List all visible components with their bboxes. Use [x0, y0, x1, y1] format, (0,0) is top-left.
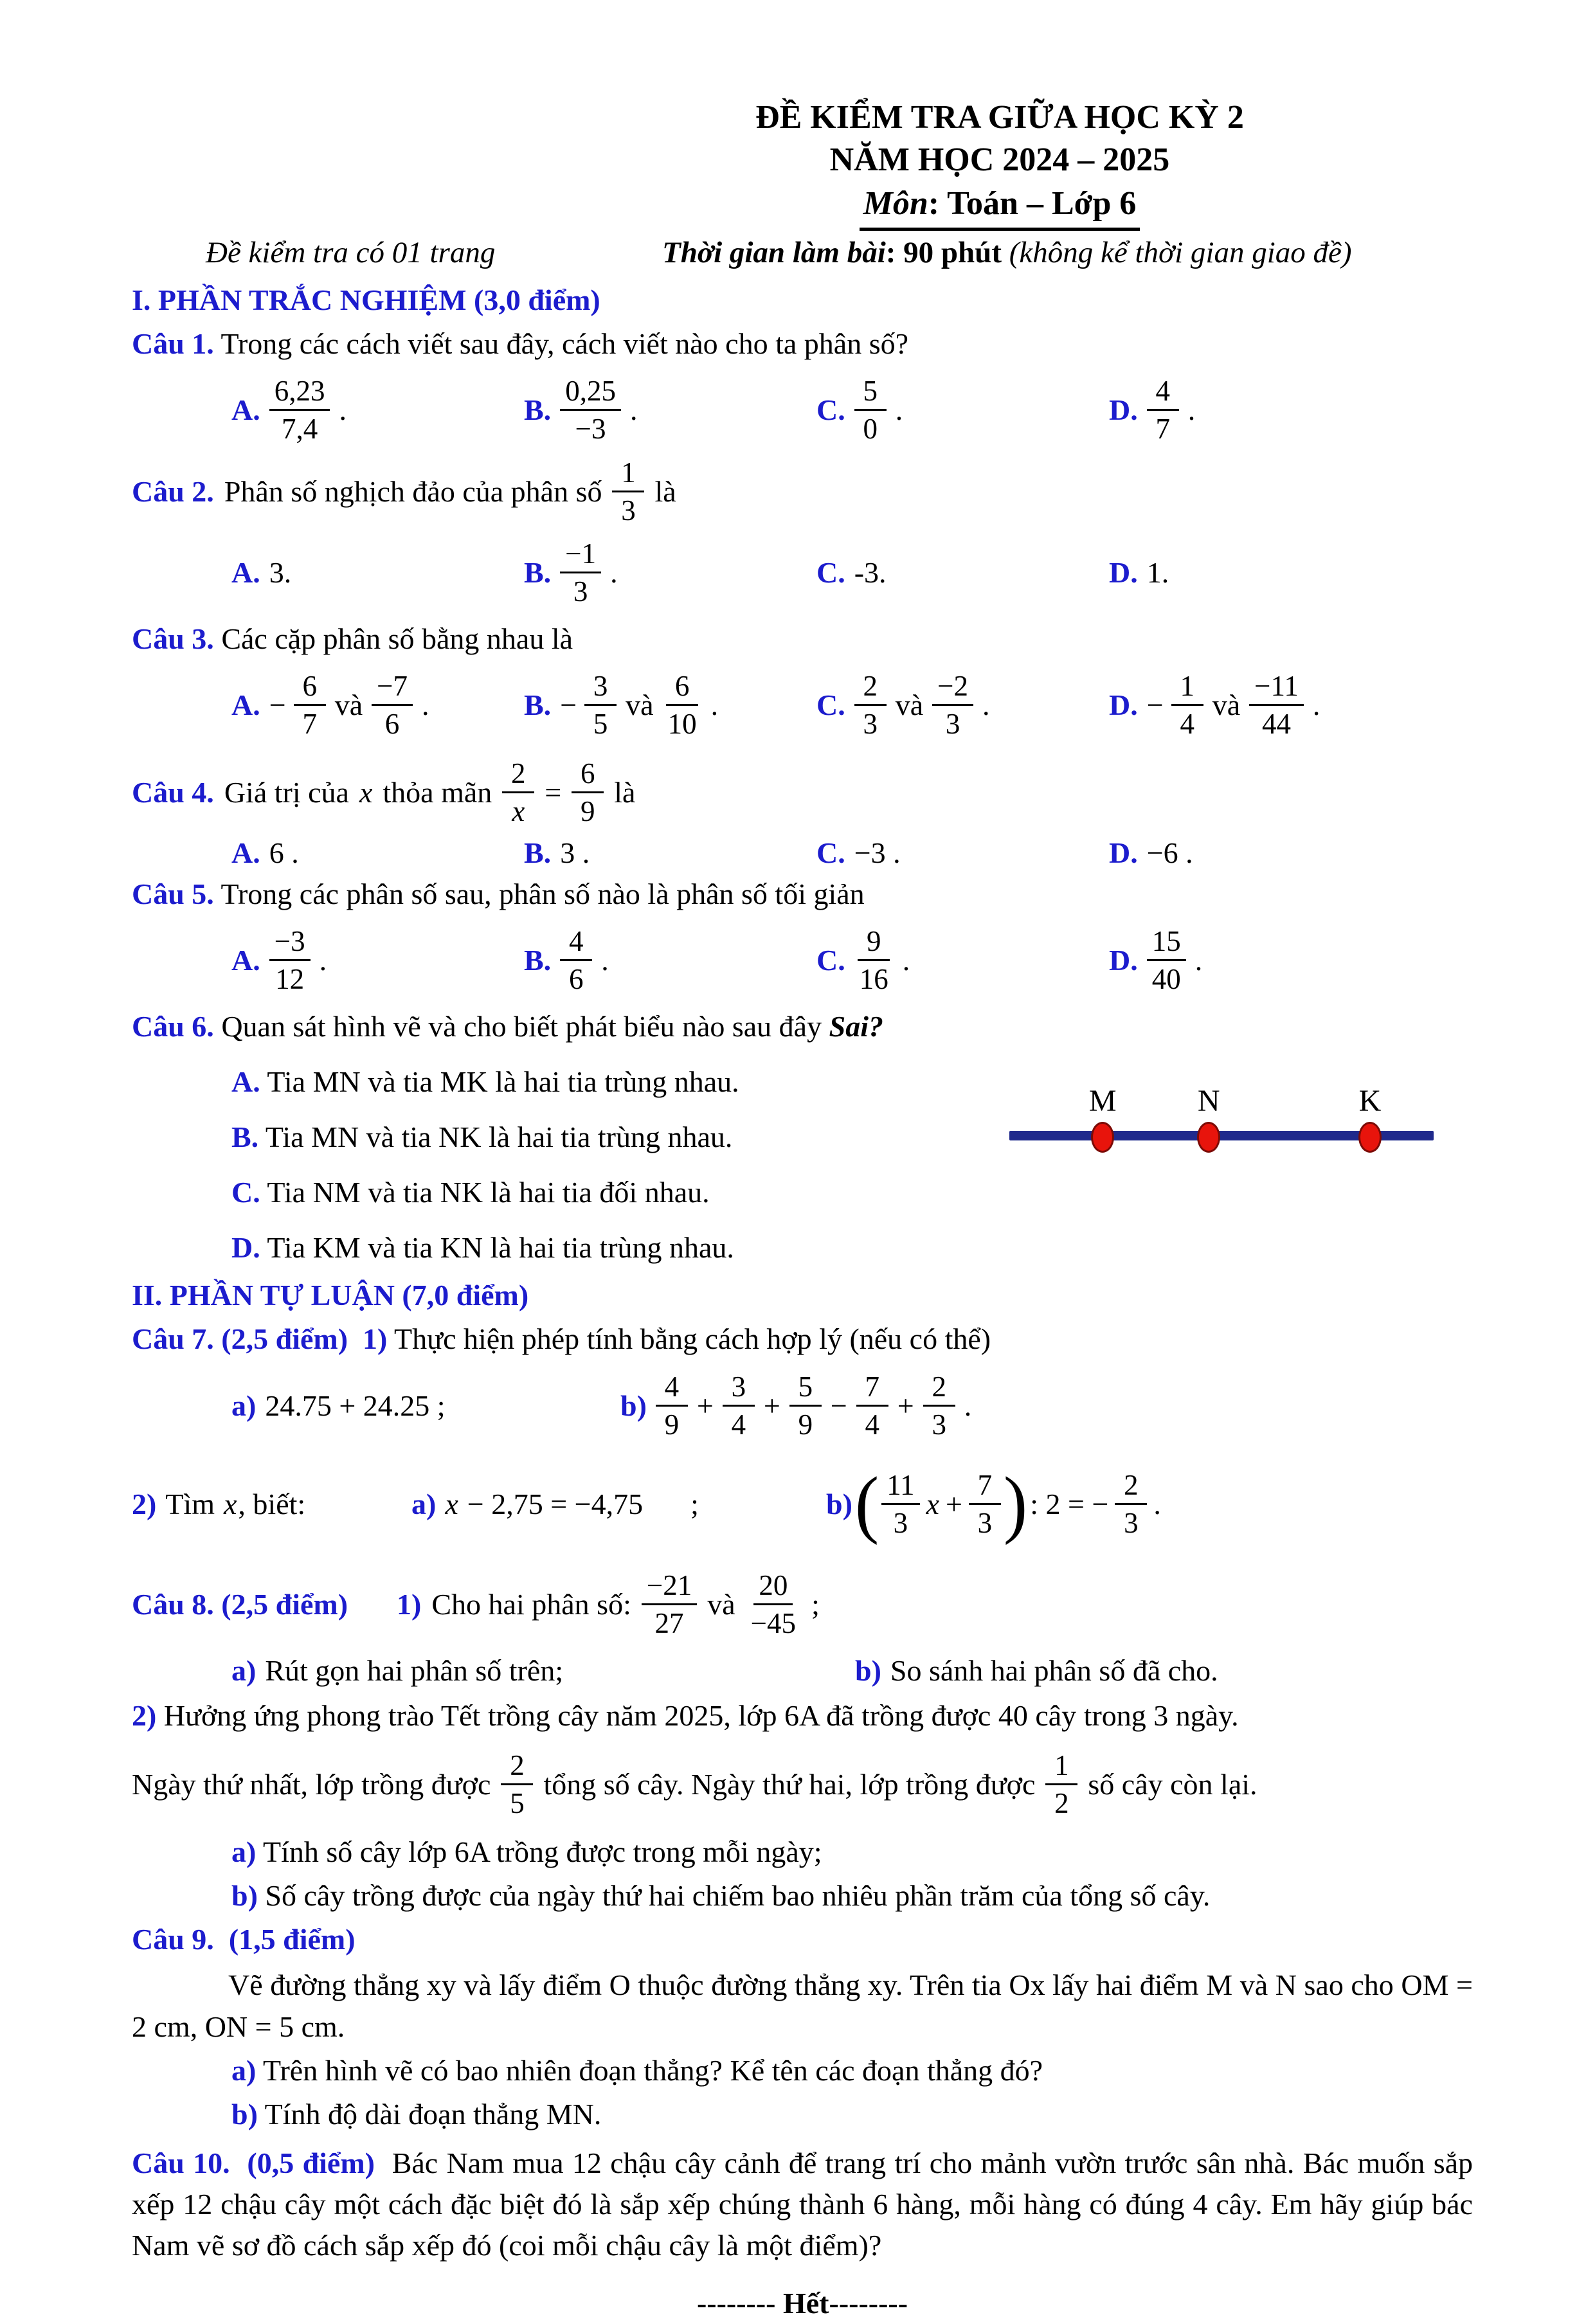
fraction: $\frac{6}{9}$ [572, 757, 604, 828]
question-1-label: Câu 1. [132, 327, 214, 360]
option-d: D. Tia KM và tia KN là hai tia trùng nhau. [231, 1231, 734, 1264]
fraction: $\frac{2}{3}$ [923, 1370, 955, 1441]
fraction: $\frac{3}{5}$ [584, 669, 617, 741]
fraction: $\frac{6}{7}$ [294, 669, 326, 741]
exam-title: ĐỀ KIỂM TRA GIỮA HỌC KỲ 2 [755, 99, 1244, 136]
fraction: $\frac{4}{9}$ [656, 1370, 688, 1441]
point-dot-m [1091, 1122, 1114, 1153]
math-var-x: x [445, 1487, 458, 1520]
question-7a: a) 24.75 + 24.25 ; [231, 1389, 446, 1422]
option-a: A. − $\frac{6}{7}$ và $\frac{-7}{6}$ . [231, 669, 429, 740]
fraction: $\frac{2}{x}$ [502, 757, 534, 828]
option-b: B. Tia MN và tia NK là hai tia trùng nhau. [231, 1121, 733, 1153]
section-1-heading: I. PHẦN TRẮC NGHIỆM (3,0 điểm) [132, 284, 600, 316]
fraction: $\frac{2}{5}$ [501, 1749, 533, 1820]
question-5-text: Trong các phân số sau, phân số nào là phân số tối giản [221, 878, 865, 910]
option-a: A. Tia MN và tia MK là hai tia trùng nhau. [231, 1065, 739, 1098]
question-8-part2 [132, 1695, 1473, 1736]
question-10-text: Bác Nam mua 12 chậu cây cảnh để trang trí cho mảnh vườn trước sân nhà. Bác muốn sắp xếp 12 chậu cây một cách đặc biệt đó là sắp xếp chúng thành 6 hàng, mỗi hàng có đúng 4 cây. Em hãy giúp bác Nam vẽ sơ đồ cách sắp xếp đó (coi mỗi chậu cây là một điểm)? [132, 2147, 1473, 2262]
question-5-options [231, 917, 1473, 1002]
question-7-2b: b) ( $\frac{11}{3}$ x + $\frac{7}{3}$ ) : 2 = − $\frac{2}{3}$ . [826, 1461, 1161, 1546]
option-c: C. −3 . [816, 836, 901, 869]
header-meta-row [132, 232, 1473, 273]
question-2-label: Câu 2. [132, 475, 214, 508]
fraction: $\frac{-3}{12}$ [269, 924, 311, 996]
question-7 [132, 1319, 1473, 1360]
question-8-text: Cho hai phân số: [431, 1587, 631, 1621]
point-label-m: M [1088, 1084, 1117, 1118]
question-6-label: Câu 6. [132, 1010, 214, 1043]
fraction: $\frac{1}{4}$ [1171, 669, 1203, 741]
option-a: A. 6 . [231, 836, 299, 869]
question-7-text: Thực hiện phép tính bằng cách hợp lý (nếu có thể) [394, 1322, 991, 1355]
point-dot-k [1358, 1122, 1382, 1153]
fraction: $\frac{2}{3}$ [854, 669, 887, 741]
question-9-points: (1,5 điểm) [228, 1923, 356, 1956]
fraction: $\frac{7}{4}$ [856, 1370, 888, 1441]
time-label: Thời gian làm bài [662, 236, 886, 269]
question-3-label: Câu 3. [132, 622, 214, 655]
option-d: D. $\frac{15}{40}$ . [1109, 924, 1203, 995]
question-9b: b) Tính độ dài đoạn thẳng MN. [231, 2098, 602, 2130]
question-3-text: Các cặp phân số bằng nhau là [221, 622, 573, 655]
question-4-options [231, 836, 1473, 870]
question-4-label: Câu 4. [132, 775, 214, 809]
question-7b: b) $\frac{4}{9}$ + $\frac{3}{4}$ + $\frac{5}{9}$ − $\frac{7}{4}$ + $\frac{2}{3}$ . [620, 1370, 972, 1441]
figure-point-labels [1009, 1083, 1434, 1124]
fraction: $\frac{6,23}{7,4}$ [269, 374, 330, 446]
fraction: $\frac{0,25}{-3}$ [560, 374, 621, 446]
option-b: B. $\frac{4}{6}$ . [524, 924, 609, 995]
question-8-2a: a) Tính số cây lớp 6A trồng được trong mỗi ngày; [231, 1835, 822, 1868]
option-d: D. −6 . [1109, 836, 1193, 869]
question-5 [132, 874, 1473, 915]
question-10-label: Câu 10. [132, 2147, 230, 2179]
fraction: $\frac{-7}{6}$ [372, 669, 413, 741]
number-line [1009, 1131, 1434, 1140]
question-1-text: Trong các cách viết sau đây, cách viết nào cho ta phân số? [221, 327, 909, 360]
question-3-options [231, 662, 1473, 747]
fraction: $\frac{-1}{3}$ [560, 537, 601, 608]
math-var-x: x [224, 1487, 237, 1520]
school-year: NĂM HỌC 2024 – 2025 [829, 141, 1170, 178]
question-6 [132, 1006, 1473, 1047]
header-center [511, 96, 1488, 231]
fraction: $\frac{-2}{3}$ [932, 669, 973, 741]
fraction: $\frac{11}{3}$ [881, 1468, 919, 1540]
fraction: $\frac{5}{9}$ [789, 1370, 822, 1441]
question-7-part1-label: 1) [363, 1322, 388, 1355]
option-d: D. 1. [1109, 555, 1169, 589]
question-10-points: (0,5 điểm) [247, 2147, 375, 2179]
question-2-text: Phân số nghịch đảo của phân số [224, 475, 602, 508]
question-8b: b) So sánh hai phân số đã cho. [855, 1654, 1218, 1687]
fraction: $\frac{4}{7}$ [1147, 374, 1179, 446]
question-10 [132, 2143, 1473, 2266]
option-c: C. $\frac{2}{3}$ và $\frac{-2}{3}$ . [816, 669, 990, 740]
option-d: D. $\frac{4}{7}$ . [1109, 374, 1196, 445]
fraction: $\frac{6}{10}$ [663, 669, 702, 741]
subject-underline [860, 181, 1140, 231]
question-9-label: Câu 9. [132, 1923, 214, 1956]
question-2: Câu 2. Phân số nghịch đảo của phân số $\frac{1}{3}$ là [132, 456, 676, 527]
question-8-2b: b) Số cây trồng được của ngày thứ hai chiếm bao nhiêu phần trăm của tổng số cây. [231, 1879, 1211, 1912]
fraction: $\frac{2}{3}$ [1115, 1468, 1147, 1540]
subject-label: Môn [863, 185, 928, 222]
pages-note: Đề kiểm tra có 01 trang [206, 236, 496, 269]
ray-figure [1009, 1083, 1434, 1193]
question-8-part2-text: Hưởng ứng phong trào Tết trồng cây năm 2025, lớp 6A đã trồng được 40 cây trong 3 ngày. [163, 1699, 1239, 1732]
fraction: $\frac{20}{-45}$ [750, 1569, 797, 1639]
section-2-heading: II. PHẦN TỰ LUẬN (7,0 điểm) [132, 1279, 529, 1311]
end-marker: -------- Hết-------- [696, 2287, 908, 2319]
question-6-block [132, 1006, 1473, 1268]
option-b: B. $\frac{-1}{3}$ . [524, 537, 618, 608]
question-1-options [231, 367, 1473, 452]
option-a: A. 3. [231, 555, 292, 589]
option-b: B. − $\frac{3}{5}$ và $\frac{6}{10}$ . [524, 669, 719, 740]
fraction: $\frac{-21}{27}$ [642, 1569, 697, 1640]
question-8-part1-label: 1) [397, 1587, 422, 1621]
option-c: C. $\frac{5}{0}$ . [816, 374, 903, 445]
option-a: A. $\frac{6,23}{7,4}$ . [231, 374, 347, 445]
option-c: C. -3. [816, 555, 887, 589]
fraction: $\frac{3}{4}$ [723, 1370, 755, 1441]
math-var-x: x [359, 775, 373, 809]
math-var-x: x [926, 1487, 939, 1520]
question-9-text: Vẽ đường thẳng xy và lấy điểm O thuộc đường thẳng xy. Trên tia Ox lấy hai điểm M và N sao cho OM = 2 cm, ON = 5 cm. [132, 1968, 1473, 2043]
option-a: A. $\frac{-3}{12}$ . [231, 924, 327, 995]
fraction: $\frac{9}{16}$ [854, 924, 894, 996]
question-7-2a: a) x − 2,75 = −4,75 ; [411, 1487, 699, 1520]
question-7-part2-row [132, 1452, 1473, 1555]
subject-line [511, 181, 1488, 231]
question-1 [132, 323, 1473, 365]
question-4: Câu 4. Giá trị của x thỏa mãn $\frac{2}{x}$ = $\frac{6}{9}$ là [132, 757, 636, 827]
fraction: $\frac{1}{3}$ [612, 456, 644, 527]
question-9a: a) Trên hình vẽ có bao nhiên đoạn thẳng? Kể tên các đoạn thẳng đó? [231, 2054, 1043, 2087]
question-2-options [231, 530, 1473, 615]
exam-header [132, 96, 1473, 273]
fraction: $\frac{7}{3}$ [969, 1468, 1001, 1540]
question-7-label: Câu 7. (2,5 điểm) [132, 1322, 348, 1355]
subject-value: : Toán – Lớp 6 [928, 185, 1137, 222]
fraction: $\frac{5}{0}$ [854, 374, 887, 446]
option-b: B. 3 . [524, 836, 590, 869]
option-d: D. − $\frac{1}{4}$ và $\frac{-11}{44}$ . [1109, 669, 1320, 740]
option-b: B. $\frac{0,25}{-3}$ . [524, 374, 638, 445]
question-8a: a) Rút gọn hai phân số trên; [231, 1654, 564, 1687]
time-value: : 90 phút [885, 236, 1009, 269]
question-6-emphasis: Sai? [829, 1010, 883, 1043]
point-label-k: K [1358, 1084, 1382, 1118]
question-8-ab-row [231, 1650, 1473, 1691]
question-7a-expr: 24.75 + 24.25 ; [265, 1389, 446, 1422]
question-9-label-row [132, 1919, 1473, 1960]
question-3 [132, 618, 1473, 660]
option-c: C. Tia NM và tia NK là hai tia đối nhau. [231, 1176, 710, 1209]
time-line [662, 232, 1352, 273]
question-7-part2-label: 2) Tìm x , biết: [132, 1487, 306, 1520]
question-7-2a-expr: − 2,75 = −4,75 [467, 1487, 644, 1520]
question-8-part2-line2: Ngày thứ nhất, lớp trồng được $\frac{2}{5}$ tổng số cây. Ngày thứ hai, lớp trồng được $\frac{1}{2}$ số cây còn lại. [132, 1749, 1257, 1819]
time-note: (không kể thời gian giao đề) [1009, 236, 1352, 269]
question-8-label: Câu 8. (2,5 điểm) [132, 1587, 348, 1621]
point-dot-n [1197, 1122, 1220, 1153]
option-c: C. $\frac{9}{16}$ . [816, 924, 910, 995]
question-7-ab-row [231, 1364, 1473, 1447]
fraction: $\frac{15}{40}$ [1147, 924, 1186, 996]
question-5-label: Câu 5. [132, 878, 214, 910]
fraction: $\frac{-11}{44}$ [1249, 669, 1304, 741]
question-6-text: Quan sát hình vẽ và cho biết phát biểu nào sau đây [221, 1010, 822, 1043]
point-label-n: N [1197, 1084, 1220, 1118]
question-8-part2-label: 2) [132, 1699, 157, 1732]
question-8: Câu 8. (2,5 điểm) 1) Cho hai phân số: $\frac{-21}{27}$ và $\frac{20}{-45}$ ; [132, 1569, 820, 1639]
fraction: $\frac{1}{2}$ [1045, 1749, 1077, 1820]
fraction: $\frac{4}{6}$ [560, 924, 592, 996]
